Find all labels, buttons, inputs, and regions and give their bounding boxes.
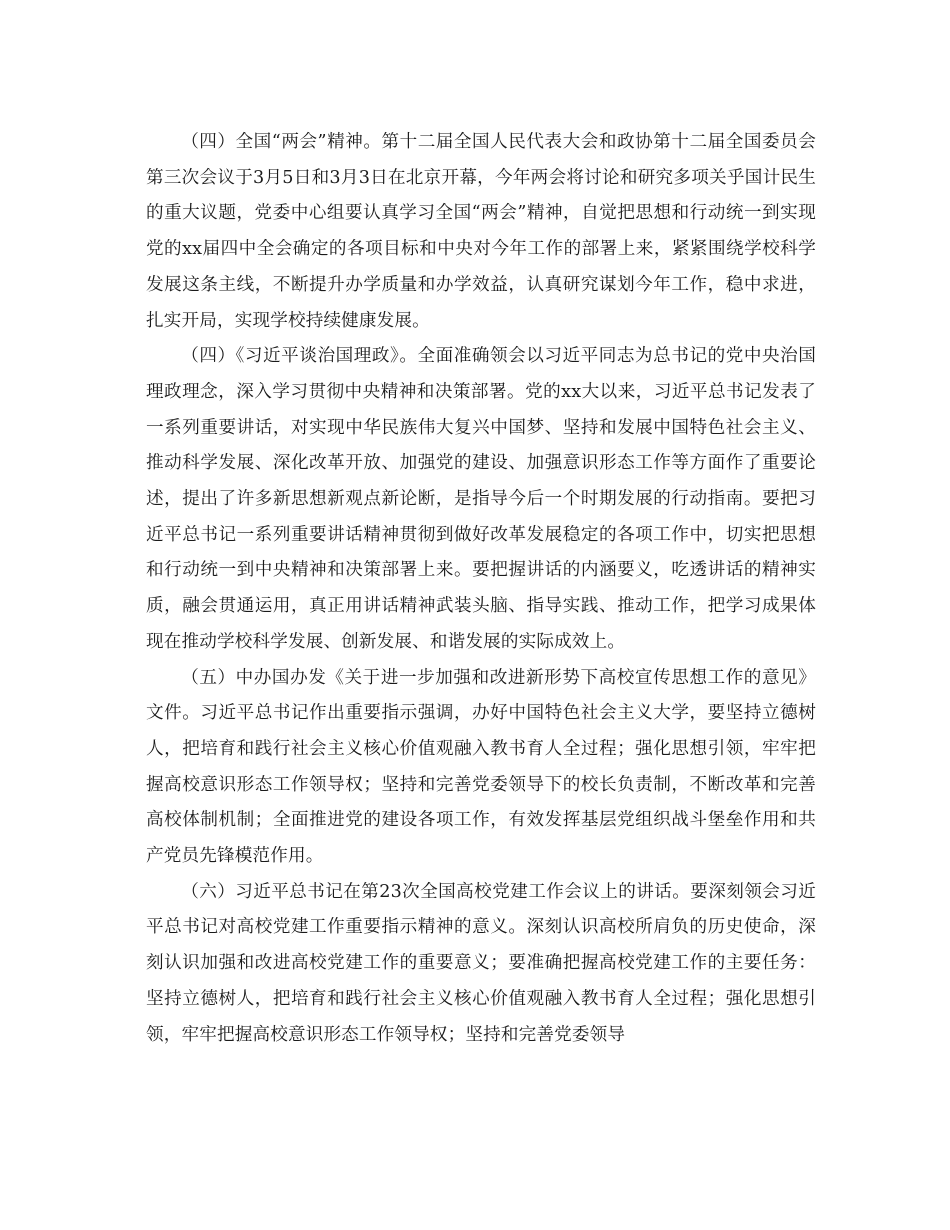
paragraph-two-sessions: （四）全国“两会”精神。第十二届全国人民代表大会和政协第十二届全国委员会第三次会议于3月5日和3月3日在北京开幕，今年两会将讨论和研究多项关乎国计民生的重大议题，党委中心组要认真学习全国“两会”精神，自觉把思想和行动统一到实现党的xx届四中全会确定的各项目标和中央对今年工作的部署上来，紧紧围绕学校科学发展这条主线，不断提升办学质量和办学效益，认真研究谋划今年工作，稳中求进，扎实开局，实现学校持续健康发展。: [146, 132, 816, 331]
document-body: [146, 125, 816, 1053]
paragraph-university-propaganda-opinion: （五）中办国办发《关于进一步加强和改进新形势下高校宣传思想工作的意见》文件。习近平总书记作出重要指示强调，办好中国特色社会主义大学，要坚持立德树人，把培育和践行社会主义核心价值观融入教书育人全过程；强化思想引领，牢牢把握高校意识形态工作领导权；坚持和完善党委领导下的校长负责制，不断改革和完善高校体制机制；全面推进党的建设各项工作，有效发挥基层党组织战斗堡垒作用和共产党员先锋模范作用。: [146, 667, 816, 867]
paragraph-party-building-speech: （六）习近平总书记在第23次全国高校党建工作会议上的讲话。要深刻领会习近平总书记对高校党建工作重要指示精神的意义。深刻认识高校所肩负的历史使命，深刻认识加强和改进高校党建工作的重要意义；要准确把握高校党建工作的主要任务：坚持立德树人，把培育和践行社会主义核心价值观融入教书育人全过程；强化思想引领，牢牢把握高校意识形态工作领导权；坚持和完善党委领导: [146, 881, 816, 1045]
paragraph-governance-book: （四）《习近平谈治国理政》。全面准确领会以习近平同志为总书记的党中央治国理政理念，深入学习贯彻中央精神和决策部署。党的xx大以来，习近平总书记发表了一系列重要讲话，对实现中华民族伟大复兴中国梦、坚持和发展中国特色社会主义、推动科学发展、深化改革开放、加强党的建设、加强意识形态工作等方面作了重要论述，提出了许多新思想新观点新论断，是指导今后一个时期发展的行动指南。要把习近平总书记一系列重要讲话精神贯彻到做好改革发展稳定的各项工作中，切实把思想和行动统一到中央精神和决策部署上来。要把握讲话的内涵要义，吃透讲话的精神实质，融会贯通运用，真正用讲话精神武装头脑、指导实践、推动工作，把学习成果体现在推动学校科学发展、创新发展、和谐发展的实际成效上。: [146, 346, 816, 652]
